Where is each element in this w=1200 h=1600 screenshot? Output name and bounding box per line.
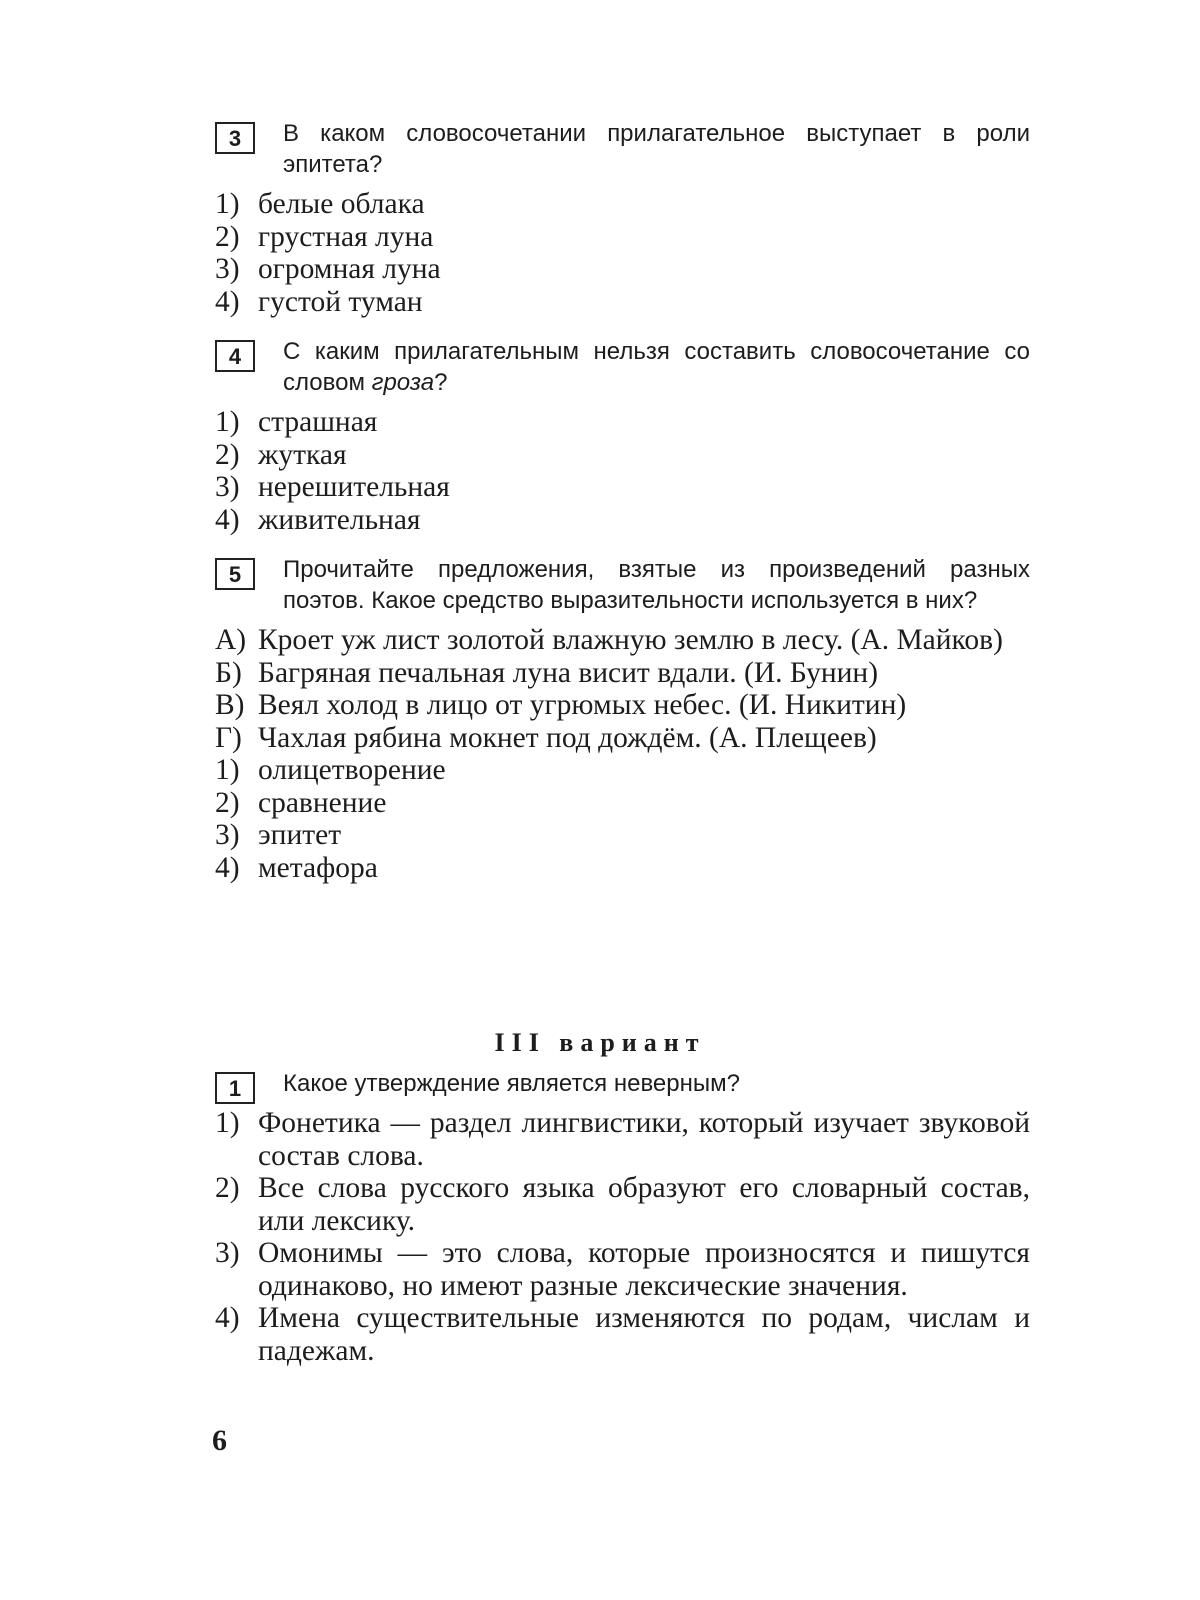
answer-label: 1)	[215, 188, 240, 220]
question-5	[215, 554, 1030, 884]
answer-option	[215, 852, 1030, 885]
answer-label: А)	[215, 624, 247, 656]
question-number-box: 5	[215, 558, 255, 590]
answer-option	[215, 504, 1030, 537]
question-header	[215, 336, 1030, 398]
answer-label: 4)	[215, 1302, 240, 1334]
question-header	[215, 1068, 1030, 1099]
answer-label: 4)	[215, 851, 240, 884]
answer-option	[215, 624, 1030, 657]
answer-label: 3)	[215, 819, 240, 851]
answer-list	[215, 188, 1030, 318]
question-number-box: 3	[215, 122, 255, 154]
answer-text: олицетворение	[258, 754, 446, 786]
answer-text: Фонетика — раздел лингвистики, который изучает звуковой состав слова.	[258, 1107, 1030, 1172]
answer-label: 3)	[215, 253, 240, 285]
answer-label: 2)	[215, 786, 240, 819]
page-number: 6	[212, 1424, 227, 1457]
answer-option	[215, 754, 1030, 787]
answer-text: Багряная печальная луна висит вдали. (И. Бунин)	[258, 656, 879, 689]
answer-list	[215, 406, 1030, 536]
answer-option	[215, 253, 1030, 286]
answer-option	[215, 1107, 1030, 1172]
answer-option	[215, 722, 1030, 755]
answer-option	[215, 188, 1030, 221]
question-1	[215, 1068, 1030, 1367]
answer-text: Веял холод в лицо от угрюмых небес. (И. Никитин)	[258, 689, 907, 721]
answer-option	[215, 471, 1030, 504]
question-text-start: С каким прилагательным нельзя составить словосочетание со словом	[283, 338, 1030, 396]
answer-label: 4)	[215, 503, 240, 536]
answer-label: Г)	[215, 721, 242, 754]
answer-option	[215, 439, 1030, 472]
answer-text: сравнение	[258, 786, 387, 819]
answer-text: нерешительная	[258, 471, 450, 503]
answer-text: эпитет	[258, 819, 342, 851]
answer-text: страшная	[258, 406, 378, 438]
answer-text: жуткая	[258, 438, 347, 471]
answer-label: 4)	[215, 285, 240, 318]
answer-label: 1)	[215, 406, 240, 438]
answer-text: огромная луна	[258, 253, 441, 285]
answer-option	[215, 286, 1030, 319]
question-number-box: 4	[215, 340, 255, 372]
answer-label: В)	[215, 689, 245, 721]
answer-text: белые облака	[258, 188, 425, 220]
answer-option	[215, 1172, 1030, 1237]
answer-label: 3)	[215, 471, 240, 503]
answer-label: 3)	[215, 1237, 240, 1269]
answer-text: Омонимы — это слова, которые произносятся и пишутся одинаково, но имеют разные лексические значения.	[258, 1237, 1030, 1302]
answer-text: Кроет уж лист золотой влажную землю в лесу. (А. Майков)	[258, 624, 1003, 656]
answer-option	[215, 1302, 1030, 1367]
answer-text: густой туман	[258, 285, 423, 318]
answer-label: 1)	[215, 754, 240, 786]
answer-option	[215, 689, 1030, 722]
answer-label: 1)	[215, 1107, 240, 1139]
question-text: Прочитайте предложения, взятые из произведений разных поэтов. Какое средство выразительности используется в них?	[283, 556, 1030, 614]
question-number-box: 1	[215, 1072, 255, 1104]
answer-label: Б)	[215, 656, 242, 689]
answer-text: живительная	[258, 503, 421, 536]
answer-text: Все слова русского языка образуют его словарный состав, или лексику.	[258, 1172, 1030, 1237]
answer-label: 2)	[215, 438, 240, 471]
answer-label: 2)	[215, 1172, 240, 1204]
answer-text: Имена существительные изменяются по родам, числам и падежам.	[258, 1302, 1030, 1367]
answer-list	[215, 624, 1030, 884]
question-text-end: ?	[434, 369, 448, 396]
question-text: Какое утверждение является неверным?	[283, 1070, 740, 1097]
answer-option	[215, 819, 1030, 852]
question-header	[215, 554, 1030, 616]
answer-text: метафора	[258, 851, 378, 884]
answer-option	[215, 787, 1030, 820]
answer-label: 2)	[215, 220, 240, 253]
answer-text: грустная луна	[258, 220, 434, 253]
answer-list	[215, 1107, 1030, 1367]
question-text-italic-word: гроза	[371, 369, 435, 396]
answer-text: Чахлая рябина мокнет под дождём. (А. Плещеев)	[258, 721, 877, 754]
answer-option	[215, 221, 1030, 254]
question-text	[283, 336, 1030, 398]
variant-heading: III вариант	[494, 1028, 706, 1057]
answer-option	[215, 657, 1030, 690]
answer-option	[215, 1237, 1030, 1302]
question-header	[215, 118, 1030, 180]
question-3	[215, 118, 1030, 318]
question-text: В каком словосочетании прилагательное выступает в роли эпитета?	[283, 120, 1030, 178]
question-4	[215, 336, 1030, 536]
answer-option	[215, 406, 1030, 439]
